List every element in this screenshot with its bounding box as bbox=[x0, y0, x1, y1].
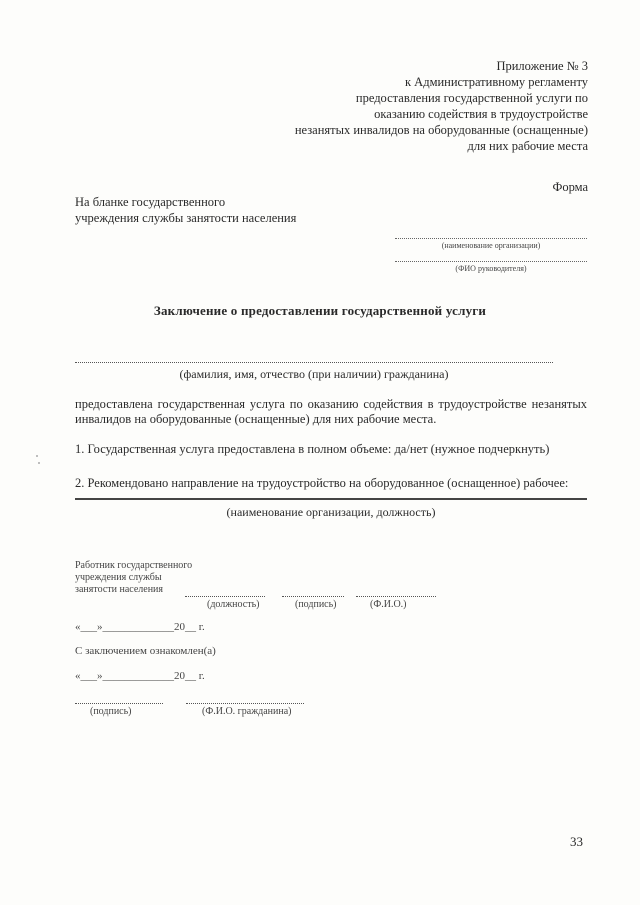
caption-position: (должность) bbox=[207, 599, 260, 610]
appendix-line: для них рабочие места bbox=[467, 139, 588, 153]
item-2: 2. Рекомендовано направление на трудоустройство на оборудованное (оснащенное) рабочее: bbox=[75, 476, 569, 490]
appendix-line: незанятых инвалидов на оборудованные (оснащенные) bbox=[294, 123, 588, 137]
head-caption: (ФИО руководителя) bbox=[455, 264, 527, 273]
head-name-line bbox=[395, 261, 587, 262]
worker-name-line bbox=[356, 596, 436, 597]
date-line-2: «___»_____________20__ г. bbox=[75, 670, 205, 682]
worker-label-line-3: занятости населения bbox=[75, 584, 164, 595]
letterhead-line-2: учреждения службы занятости населения bbox=[75, 211, 297, 225]
citizen-caption: (фамилия, имя, отчество (при наличии) гражданина) bbox=[179, 367, 449, 381]
appendix-line: Приложение № 3 bbox=[496, 59, 588, 73]
caption-signature: (подпись) bbox=[295, 599, 337, 610]
page-number: 33 bbox=[570, 834, 583, 849]
letterhead-line-1: На бланке государственного bbox=[75, 195, 226, 209]
citizen-signature-line bbox=[75, 703, 163, 704]
scan-speck bbox=[36, 455, 38, 457]
citizen-name-line bbox=[75, 362, 553, 363]
worker-label-line-2: учреждения службы bbox=[75, 572, 162, 583]
item-1: 1. Государственная услуга предоставлена в полном объеме: да/нет (нужное подчеркнуть) bbox=[75, 442, 550, 456]
acquainted-label: С заключением ознакомлен(а) bbox=[75, 645, 216, 657]
scan-speck bbox=[38, 462, 40, 464]
worker-position-line bbox=[185, 596, 265, 597]
caption-name: (Ф.И.О.) bbox=[370, 599, 407, 610]
date-line-1: «___»_____________20__ г. bbox=[75, 621, 205, 633]
appendix-line: оказанию содействия в трудоустройстве bbox=[374, 107, 588, 121]
appendix-line: предоставления государственной услуги по bbox=[355, 91, 588, 105]
letterhead-note bbox=[75, 194, 296, 226]
organization-name-line bbox=[395, 238, 587, 239]
org-position-caption: (наименование организации, должность) bbox=[226, 505, 436, 519]
worker-label-line-1: Работник государственного bbox=[75, 560, 193, 571]
citizen-signature-caption: (подпись) bbox=[90, 706, 132, 717]
citizen-fio-caption: (Ф.И.О. гражданина) bbox=[202, 706, 292, 717]
document-title: Заключение о предоставлении государственной услуги bbox=[153, 303, 487, 318]
worker-signature-line bbox=[282, 596, 344, 597]
recommendation-line bbox=[75, 498, 587, 500]
appendix-header bbox=[295, 58, 588, 154]
form-label: Форма bbox=[552, 180, 588, 194]
service-paragraph: предоставлена государственная услуга по оказанию содействия в трудоустройстве незанятых инвалидов на оборудованные (оснащенные) для них рабочие места. bbox=[75, 397, 587, 426]
worker-label bbox=[75, 560, 192, 596]
appendix-line: к Административному регламенту bbox=[404, 75, 588, 89]
organization-caption: (наименование организации) bbox=[441, 241, 541, 250]
citizen-fio-line bbox=[186, 703, 304, 704]
